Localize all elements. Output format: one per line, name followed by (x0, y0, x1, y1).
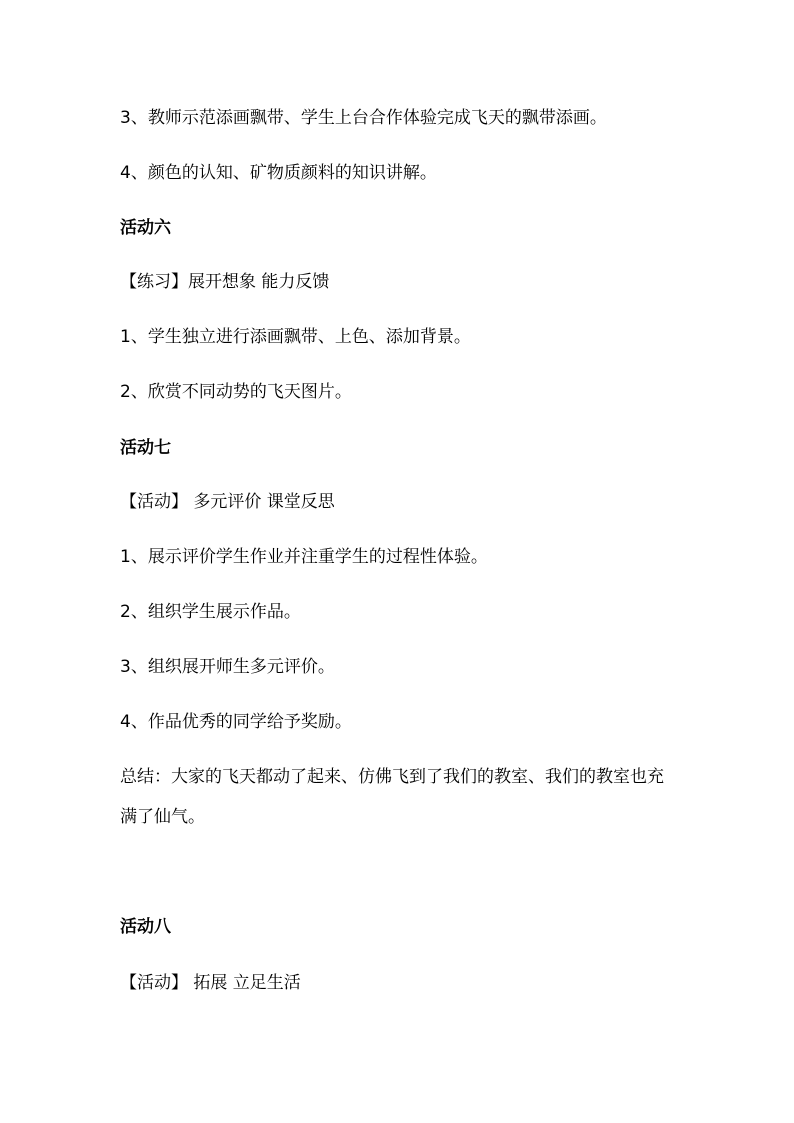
practice-step-1: 1、学生独立进行添画飘带、上色、添加背景。 (120, 327, 471, 347)
heading-activity-8: 活动八 (120, 917, 171, 937)
activity-7-title: 【活动】 多元评价 课堂反思 (120, 492, 335, 512)
activity-7-step-4: 4、作品优秀的同学给予奖励。 (120, 712, 352, 732)
step-3-demo: 3、教师示范添画飘带、学生上台合作体验完成飞天的飘带添画。 (120, 108, 607, 128)
step-4-color: 4、颜色的认知、矿物质颜料的知识讲解。 (120, 163, 437, 183)
summary-paragraph: 总结：大家的飞天都动了起来、仿佛飞到了我们的教室、我们的教室也充满了仙气。 (120, 767, 664, 827)
activity-7-step-2: 2、组织学生展示作品。 (120, 602, 301, 622)
activity-8-title: 【活动】 拓展 立足生活 (120, 973, 301, 993)
activity-7-step-1: 1、展示评价学生作业并注重学生的过程性体验。 (120, 547, 488, 567)
activity-7-step-3: 3、组织展开师生多元评价。 (120, 657, 335, 677)
practice-title: 【练习】展开想象 能力反馈 (120, 272, 330, 292)
heading-activity-7: 活动七 (120, 438, 171, 458)
heading-activity-6: 活动六 (120, 218, 171, 238)
practice-step-2: 2、欣赏不同动势的飞天图片。 (120, 382, 352, 402)
